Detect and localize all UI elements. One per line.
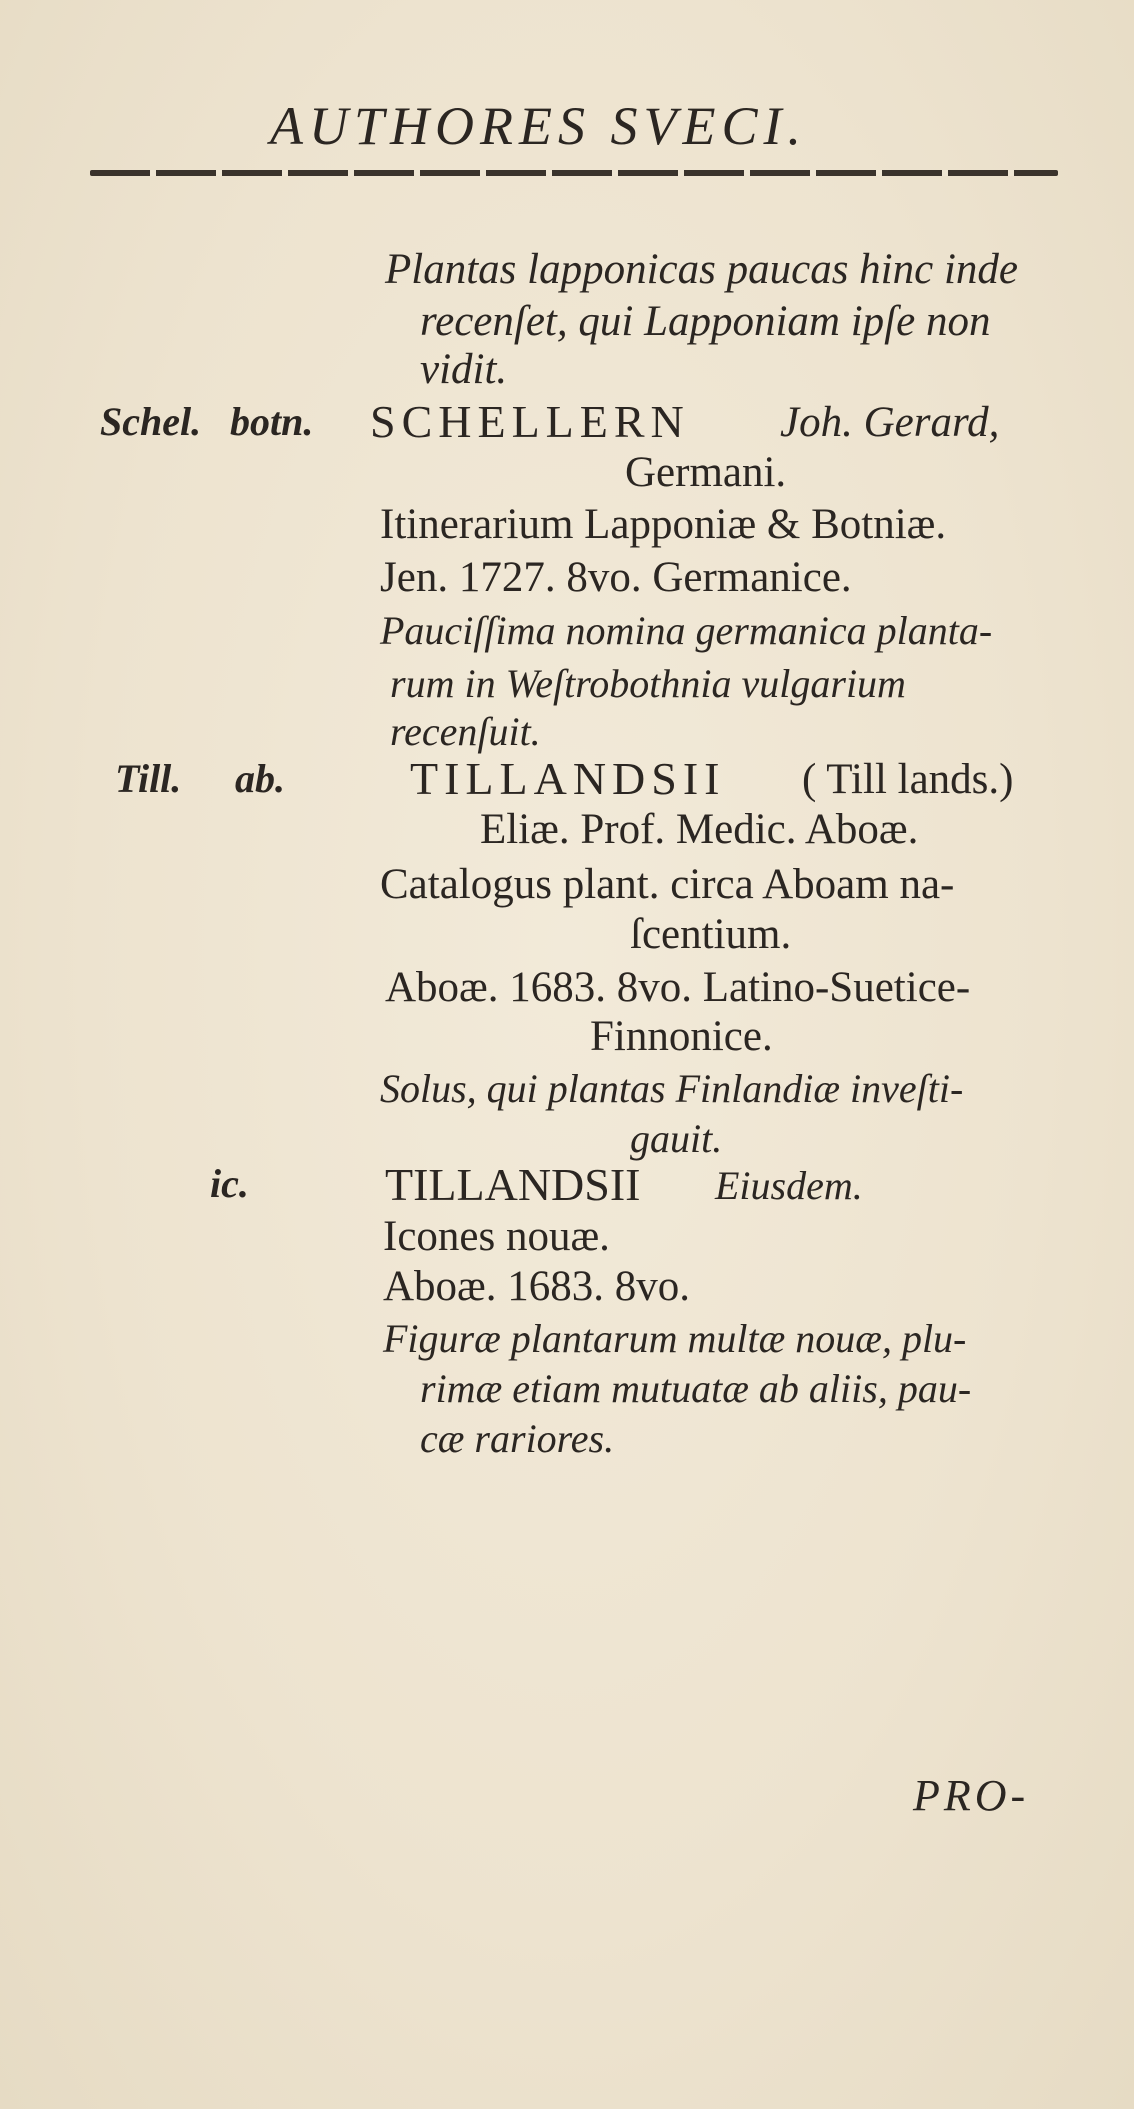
- book-title: Itinerarium Lapponiæ & Botniæ.: [380, 501, 947, 548]
- book-note-line: cæ rariores.: [420, 1416, 615, 1461]
- book-note-line: rum in Weſtrobothnia vulgarium: [390, 661, 906, 706]
- catchword: PRO-: [913, 1771, 1030, 1820]
- book-imprint: Jen. 1727. 8vo. Germanice.: [380, 554, 852, 601]
- entry-text-line: recenſet, qui Lapponiam ipſe non: [420, 298, 991, 345]
- author-name: TILLANDSII: [410, 753, 726, 804]
- author-name-rest: Joh. Gerard,: [780, 399, 1000, 446]
- book-title: Icones nouæ.: [383, 1213, 610, 1260]
- margin-note-left: Till.: [115, 756, 182, 801]
- author-name-rest: ( Till lands.): [802, 756, 1014, 803]
- author-name: SCHELLERN: [370, 396, 690, 447]
- margin-note-left: Schel.: [100, 399, 202, 444]
- running-head: AUTHORES SVECI.: [270, 96, 807, 156]
- book-imprint: Finnonice.: [590, 1013, 773, 1060]
- book-note-line: Pauciſſima nomina germanica planta-: [380, 608, 993, 653]
- book-note-line: Figuræ plantarum multæ nouæ, plu-: [383, 1316, 967, 1361]
- author-nationality: Germani.: [625, 449, 787, 496]
- book-imprint: Aboæ. 1683. 8vo. Latino-Suetice-: [385, 964, 971, 1011]
- book-note-line: gauit.: [630, 1116, 723, 1161]
- author-title: [480, 805, 918, 854]
- book-note-line: recenſuit.: [390, 709, 541, 754]
- margin-note-right: ab.: [235, 756, 285, 801]
- book-title: Catalogus plant. circa Aboam na-: [380, 861, 955, 908]
- author-name-rest: Eiusdem.: [715, 1163, 863, 1208]
- header-rule: [90, 170, 1058, 176]
- author-title-text: Eliæ. Prof. Medic. Aboæ.: [480, 806, 919, 853]
- book-title: ſcentium.: [630, 911, 792, 958]
- book-note-line: rimæ etiam mutuatæ ab aliis, pau-: [420, 1366, 972, 1411]
- margin-note-right: ic.: [210, 1161, 249, 1206]
- book-note-line: Solus, qui plantas Finlandiæ inveſti-: [380, 1066, 964, 1111]
- book-imprint: Aboæ. 1683. 8vo.: [383, 1263, 690, 1310]
- author-name: TILLANDSII: [385, 1159, 641, 1210]
- entry-text-line: vidit.: [420, 346, 508, 393]
- margin-note-right: botn.: [230, 399, 314, 444]
- entry-text-line: Plantas lapponicas paucas hinc inde: [385, 246, 1018, 293]
